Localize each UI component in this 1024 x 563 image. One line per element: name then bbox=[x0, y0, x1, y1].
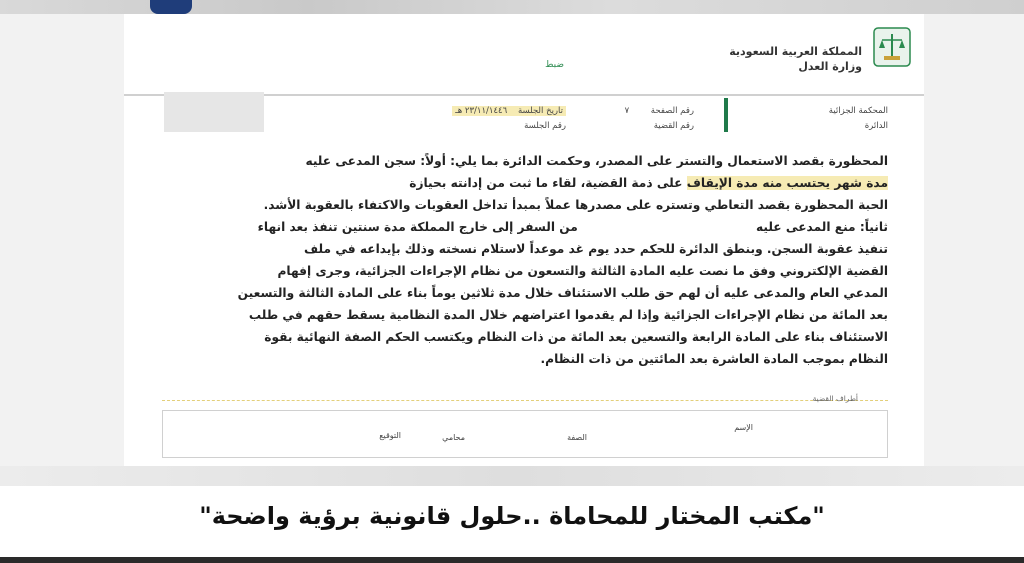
judgment-line bbox=[148, 172, 888, 194]
page-number-label: رقم الصفحة bbox=[650, 106, 694, 116]
parties-title: أطراف القضية bbox=[812, 394, 858, 403]
ministry-emblem-icon bbox=[872, 26, 912, 68]
judgment-line: المحظورة بقصد الاستعمال والتستر على المصدر، وحكمت الدائرة بما يلي: أولاً: سجن المدعى عليه bbox=[305, 154, 888, 168]
highlighted-phrase: مدة شهر يحتسب منه مدة الإيقاف bbox=[686, 176, 888, 190]
page-number-row bbox=[625, 104, 694, 119]
session-number-label: رقم الجلسة bbox=[524, 121, 566, 131]
parties-divider bbox=[162, 400, 888, 401]
case-number-label: رقم القضية bbox=[653, 121, 694, 131]
judgment-line: المدعي العام والمدعى عليه أن لهم حق طلب الاستئناف خلال مدة ثلاثين يوماً بناء على المادة الثالثة والتسعين bbox=[237, 286, 888, 300]
court-name: المحكمة الجزائية bbox=[828, 106, 888, 116]
kingdom-name: المملكة العربية السعودية bbox=[729, 45, 862, 58]
redaction-box bbox=[164, 92, 264, 132]
footer-bottom-line bbox=[0, 557, 1024, 563]
ministry-heading bbox=[729, 44, 862, 74]
judgment-text bbox=[148, 150, 888, 370]
session-date-value: ٢٣/١١/١٤٤٦ هـ bbox=[455, 106, 508, 116]
parties-table bbox=[162, 410, 888, 458]
judgment-line: الحبة المحظورة بقصد التعاطي وتستره على مصدرها عملاً بمبدأ تداخل العقوبات والاكتفاء بالعقوبة الأشد. bbox=[263, 198, 888, 212]
judgment-line: ثانياً: منع المدعى عليه من السفر إلى خارج المملكة مدة سنتين تنفذ بعد انهاء bbox=[257, 220, 888, 234]
record-stamp: ضبط bbox=[545, 60, 564, 70]
case-info bbox=[625, 104, 694, 134]
page-number-value: ٧ bbox=[624, 106, 630, 116]
session-date-row bbox=[452, 104, 566, 119]
court-document bbox=[124, 14, 924, 466]
session-info bbox=[452, 104, 566, 134]
top-brand-mark bbox=[150, 0, 192, 14]
circuit-label: الدائرة bbox=[864, 121, 888, 131]
name-column-header: الإسم bbox=[734, 423, 753, 432]
footer-banner bbox=[0, 486, 1024, 563]
judgment-line: بعد المائة من نظام الإجراءات الجزائية وإذا لم يقدموا اعتراضهم خلال المدة النظامية يسقط حقهم في طلب bbox=[248, 308, 888, 322]
judgment-line: القضية الإلكتروني وفق ما نصت عليه المادة الثالثة والتسعون من نظام الإجراءات الجزائية، وجرى إفهام bbox=[277, 264, 888, 278]
judgment-line: النظام بموجب المادة العاشرة بعد المائتين من ذات النظام. bbox=[540, 352, 888, 366]
header-accent-bar bbox=[724, 98, 728, 132]
ministry-name: وزارة العدل bbox=[798, 60, 862, 73]
judgment-line: الاستئناف بناء على المادة الرابعة والتسعين بعد المائة من ذات النظام ويكتسب الحكم الصفة النهائية بقوة bbox=[264, 330, 888, 344]
lawyer-column-header: محامي bbox=[442, 433, 465, 442]
session-date-label: تاريخ الجلسة bbox=[517, 106, 563, 116]
bottom-band bbox=[0, 466, 1024, 486]
office-slogan: "مكتب المختار للمحاماة ..حلول قانونية برؤية واضحة" bbox=[199, 502, 825, 530]
capacity-column-header: الصفة bbox=[567, 433, 587, 442]
judgment-line: تنفيذ عقوبة السجن. وبنطق الدائرة للحكم حدد يوم غد موعداً لاستلام نسخته وذلك بإيداعه في ملف bbox=[304, 242, 888, 256]
judgment-line-rest: على ذمة القضية، لقاء ما ثبت من إدانته بحيازة bbox=[409, 176, 687, 190]
signature-column-header: التوقيع bbox=[379, 431, 401, 440]
court-info bbox=[829, 104, 888, 134]
